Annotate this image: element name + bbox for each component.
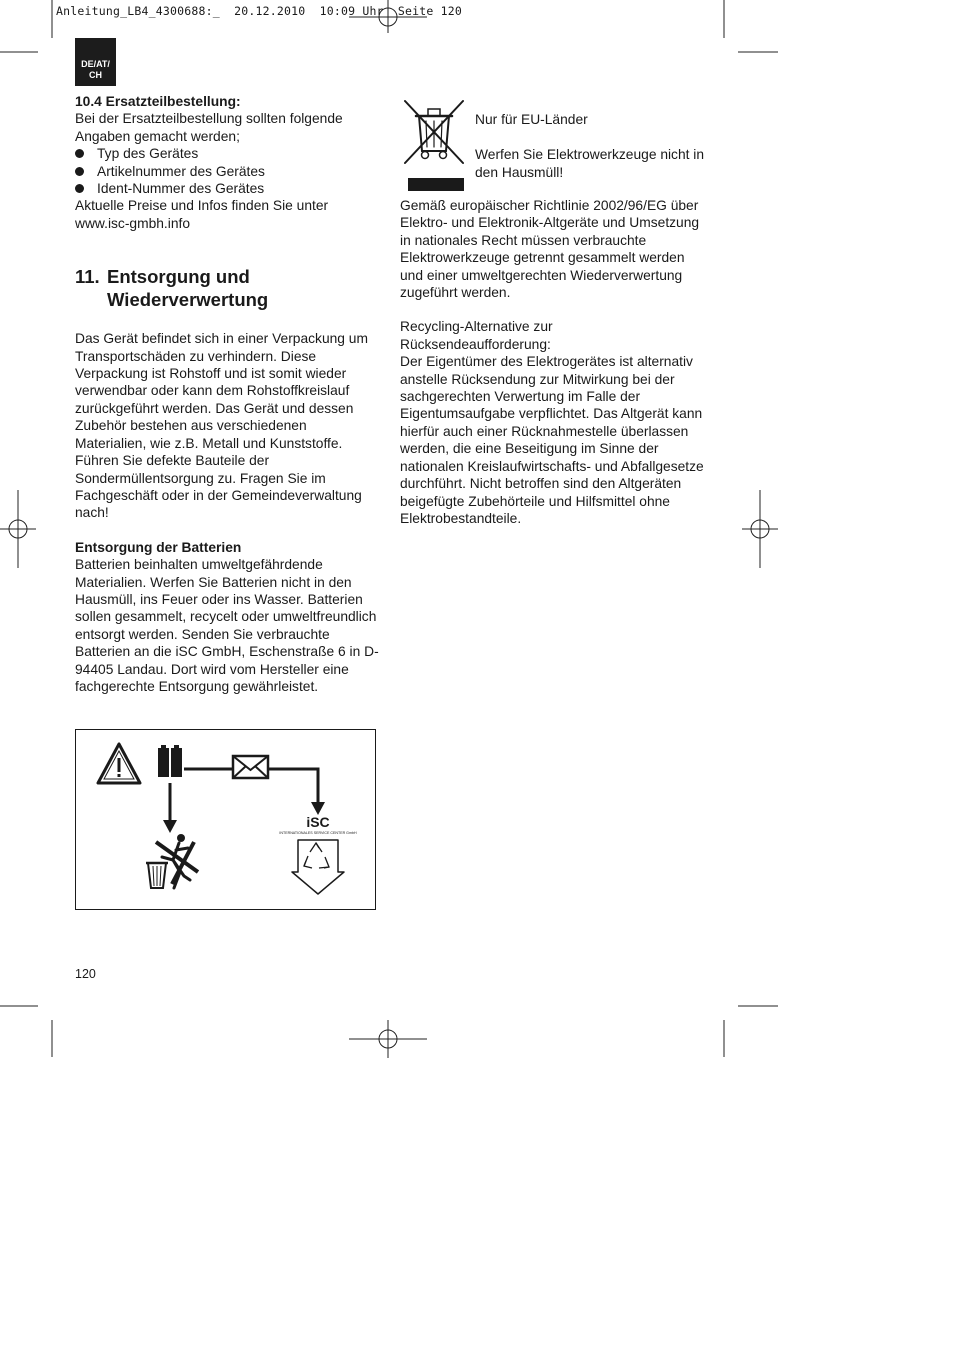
- print-slug-line: Anleitung_LB4_4300688:_ 20.12.2010 10:09 Uhr Seite 120: [56, 4, 463, 18]
- no-household-waste-notice: Werfen Sie Elektrowerkzeuge nicht in den Hausmüll!: [475, 147, 705, 180]
- eu-only-label: Nur für EU-Länder: [475, 112, 588, 127]
- section-11-title-line1: Entsorgung und: [107, 266, 250, 288]
- list-item: [75, 145, 380, 162]
- weee-notice: [475, 111, 715, 181]
- section-11-number: 11.: [75, 266, 100, 288]
- list-item-label: Ident-Nummer des Gerätes: [97, 181, 265, 197]
- list-item-label: Artikelnummer des Gerätes: [97, 163, 265, 179]
- battery-disposal-diagram: [76, 730, 375, 909]
- batteries-title: Entsorgung der Batterien: [75, 539, 242, 555]
- isc-recycling-icon: [279, 814, 357, 894]
- warning-triangle-icon: [98, 744, 140, 783]
- weee-directive-body: Gemäß europäischer Richtlinie 2002/96/EG über Elektro- und Elektronik-Altgeräte und Umsetzung in nationales Recht müssen verbrauchte Elektrowerkzeuge getrennt gesammelt werden und einer umweltgerechten Wiederverwertung zugeführt werden.: [400, 198, 700, 301]
- section-11-heading: [75, 265, 380, 311]
- list-item: [75, 163, 380, 180]
- section-10-4-outro: Aktuelle Preise und Infos finden Sie unter www.isc-gmbh.info: [75, 198, 329, 231]
- section-10-4-title: 10.4 Ersatzteilbestellung:: [75, 94, 241, 109]
- recycling-body: Der Eigentümer des Elektrogerätes ist alternativ anstelle Rücksendung zur Mitwirkung bei der sachgerechten Verwertung im Falle der Eigentumsaufgabe verpflichtet. Das Altgerät kann hierfür auch einer Rücknahmestelle überlassen werden, die eine Beseitigung im Sinne der nationalen Kreislaufwirtschafts- und Abfallgesetze durchführt. Nicht betroffen sind den Altgeräten beigefügte Zubehörteile und Hilfsmittel ohne Elektrobestandteile.: [400, 354, 704, 526]
- isc-logo-subtext: INTERNATIONALES SERVICE CENTER GmbH: [279, 831, 357, 835]
- batteries-body: Batterien beinhalten umweltgefährdende Materialien. Werfen Sie Batterien nicht in den Hausmüll, ins Feuer oder ins Wasser. Batterien sollen gesammelt, recycelt oder umweltfreundlich entsorgt werden. Senden Sie verbrauchte Batterien an die iSC GmbH, Eschenstraße 6 in D-94405 Landau. Dort wird vom Hersteller eine fachgerechte Entsorgung gewährleistet.: [75, 557, 379, 694]
- recycling-title: Recycling-Alternative zur Rücksendeaufforderung:: [400, 319, 553, 352]
- language-tab-line1: DE/AT/: [81, 59, 110, 69]
- right-column: [400, 197, 706, 527]
- battery-disposal-figure: [75, 729, 376, 910]
- bullet-icon: [75, 184, 84, 193]
- isc-logo-text: iSC: [306, 814, 330, 830]
- section-11-title-line2: Wiederverwertung: [107, 289, 269, 311]
- list-item-label: Typ des Gerätes: [97, 146, 199, 162]
- language-tab: [75, 38, 116, 86]
- list-item: [75, 180, 380, 197]
- bullet-icon: [75, 149, 84, 158]
- bullet-icon: [75, 167, 84, 176]
- no-household-bin-icon: [146, 834, 198, 888]
- battery-icon: [158, 745, 182, 777]
- envelope-icon: [233, 756, 268, 778]
- section-10-4-intro: Bei der Ersatzteilbestellung sollten folgende Angaben gemacht werden;: [75, 111, 343, 144]
- weee-crossed-bin-icon: [402, 99, 466, 193]
- left-column: [75, 93, 380, 695]
- section-11-body: Das Gerät befindet sich in einer Verpackung um Transportschäden zu verhindern. Diese Verpackung ist Rohstoff und ist somit wieder verwendbar oder kann dem Rohstoffkreislauf zurückgeführt werden. Das Gerät und dessen Zubehör bestehen aus verschiedenen Materialien, wie z.B. Metall und Kunststoffe. Führen Sie defekte Bauteile der Sondermüllentsorgung zu. Fragen Sie im Fachgeschäft oder in der Gemeindeverwaltung nach!: [75, 331, 368, 521]
- spare-parts-list: [75, 145, 380, 197]
- page-number: 120: [75, 967, 96, 981]
- language-tab-line2: CH: [89, 70, 102, 80]
